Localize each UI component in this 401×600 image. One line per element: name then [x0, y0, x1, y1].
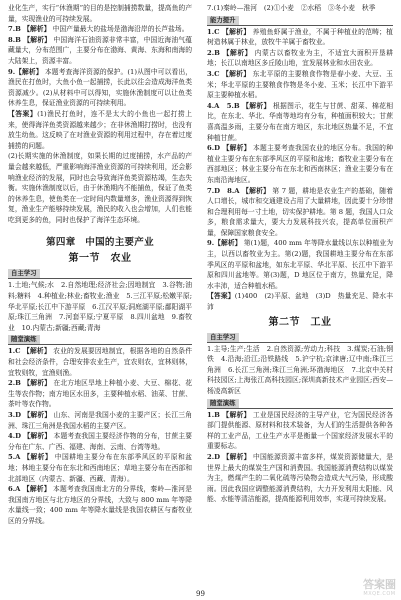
section-label — [207, 16, 393, 26]
answer-marker: 5.A — [8, 453, 21, 462]
answer-marker: 【解析】 — [21, 411, 52, 419]
answer-marker: 【答案】 — [207, 292, 235, 301]
text-run: 中国能源资源丰富多样，煤炭资源储量大，是世界上最大的煤炭生产国和消费国。我国能源消费结构以煤炭为主，燃煤产生的二氧化硫等污染物会造成大气污染，形成酸雨。因此我国应调整能源消费结构，大力开发利用太阳能、风能、水能等清洁能源，提高能源利用效率，实现可持续发展。 — [207, 452, 393, 504]
answer-item — [207, 344, 393, 397]
answer-marker: 4.D — [8, 432, 21, 441]
text-run: 随堂演练 — [8, 335, 40, 344]
left-column — [8, 3, 192, 527]
text-run: 内蒙古以畜牧业为主，不适宜大面积开垦耕地；长江以南地区多丘陵山地，宜发展林业和水田农业。 — [207, 48, 393, 68]
text-run: 1.土地;气候;水 2.自然地理;经济社会;因地制宜 3.谷物;油料;糖料 4.种植业;林业;畜牧业;渔业 5.三江平原;松嫩平原;华北平原;长江中下游平原 6.江汉平原;洞庭湖平原;鄱阳湖平原;珠江三角洲 7.河套平原;宁夏平原 8.四川盆地 9.畜牧业 10.内蒙古;新疆;西藏;青海 — [8, 281, 192, 332]
answer-marker: 【解析】 — [239, 186, 271, 195]
answer-marker: 4.A 5.B — [207, 101, 240, 110]
answer-marker: 【解析】 — [219, 410, 251, 419]
answer-marker: 1.B — [207, 410, 220, 419]
text-run: 东北平原的主要粮食作物是春小麦、大豆、玉米；华北平原的主要粮食作物是冬小麦、玉米；长江中下游平原主要种植水稻。 — [207, 69, 393, 100]
answer-marker: 7.D 8.A — [207, 186, 240, 195]
answer-item — [207, 143, 393, 185]
text-run: 第(1)题，400 mm 年等降水量线以东以种植业为主，以西以畜牧业为主。第(2)题，我国耕地主要分布在东部季风区的平原和盆地，如东北平原、华北平原、长江中下游平原和四川盆地等。第(3)题，D 地区位于南方，热量充足，降水丰沛，适合种植水稻。 — [207, 239, 393, 290]
text-run: 本题考查我国南北方的分界线，秦岭—淮河是我国南方地区与北方地区的分界线，大致与 800 mm 年等降水量线一致；400 mm 年等降水量线是我国农耕区与畜牧业区的分界线。 — [8, 485, 192, 525]
answer-item — [207, 186, 393, 239]
text-run: 随堂演练 — [207, 399, 239, 408]
answer-marker: 【解析】 — [214, 239, 242, 248]
answer-item — [8, 410, 192, 431]
text-run: 根据图示，花生与甘蔗、甜菜、棉花相比，在东北、华北、华南等地均有分布，种植面积较大；甘蔗喜高温多雨，主要分布在南方地区，东北地区热量不足，不宜种植甘蔗。 — [207, 101, 393, 142]
answer-marker: 【解析】 — [20, 347, 51, 356]
answer-item — [8, 24, 192, 35]
answer-marker: 【解析】 — [21, 432, 52, 441]
answer-marker: 【解析】 — [239, 101, 271, 110]
text-run: 山东、河南是我国小麦的主要产区；长江三角洲、珠江三角洲是我国水稻的主要产区。 — [8, 411, 192, 430]
text-run: 第一节 农业 — [68, 253, 132, 265]
answer-marker: 【解析】 — [15, 67, 43, 76]
text-run: 第四章 中国的主要产业 — [46, 237, 154, 249]
answer-marker: 【解析】 — [219, 48, 252, 57]
text-run: 中国产量最大的盐场是渤海沿岸的长芦盐场。 — [50, 25, 189, 34]
right-column — [207, 3, 393, 505]
answer-marker: 1.C — [207, 27, 220, 36]
answer-marker: 8.B — [8, 35, 21, 44]
section-title — [8, 252, 192, 265]
answer-item — [8, 109, 192, 151]
answer-marker: 6.A — [8, 485, 21, 494]
answer-item — [207, 27, 393, 48]
answer-item — [8, 3, 192, 24]
section-title — [207, 316, 393, 329]
answer-marker: 【解析】 — [20, 485, 51, 494]
answer-marker: 2.B — [8, 379, 21, 388]
text-run: (1)400 (2)平原、盆地 (3)D 热量充足、降水丰沛 — [207, 292, 393, 312]
text-run: 在北方地区旱地上种植小麦、大豆、棉花、花生等农作物；南方地区水田多，主要种植水稻、油菜、甘蔗、茶叶等农作物。 — [8, 379, 192, 409]
answer-item — [207, 48, 393, 69]
answer-marker: 【解析】 — [20, 25, 51, 34]
answer-marker: 6.D — [207, 144, 220, 153]
answer-item — [207, 410, 393, 452]
text-run: 业化生产，实行“休渔期”的目的是控制捕捞数量，提高鱼的产量，实现渔业的可持续发展。 — [8, 4, 192, 23]
text-run: 中国耕地主要分布在东部季风区的平原和盆地；林地主要分布在东北和西南地区；草地主要分布在西部和北部地区（内蒙古、新疆、西藏、青海）。 — [8, 453, 192, 483]
text-run: 能力提升 — [207, 16, 239, 25]
answer-item — [8, 151, 192, 225]
watermark-url: MXQE.COM — [363, 591, 396, 597]
text-run: 工业是国民经济的主导产业，它为国民经济各部门提供能源、原材料和技术装备，为人们的生活提供各种各样的工业产品，工业生产水平是衡量一个国家经济发展水平的重要标志。 — [207, 410, 393, 451]
chapter-title — [8, 236, 192, 249]
answer-marker: 1.C — [8, 347, 21, 356]
answer-item — [8, 346, 192, 378]
section-label — [207, 333, 393, 343]
answer-marker: 【解析】 — [20, 379, 52, 388]
answer-item — [8, 452, 192, 484]
answer-item — [207, 101, 393, 143]
text-run: 第 7 题，耕地是农业生产的基础，随着人口增长，城市和交通建设占用了大量耕地，因此要十分珍惜和合理利用每一寸土地，切实保护耕地。第 8 题，我国人口众多，粮食需求量大，要大力发展科技兴农，提高单位面积产量，保障国家粮食安全。 — [207, 186, 393, 237]
text-run: 养殖鱼虾属于渔业，不属于种植业的范畴；植树造林属于林业，放牧牛羊属于畜牧业。 — [207, 27, 393, 47]
text-run: 第二节 工业 — [268, 316, 332, 328]
answer-item — [207, 291, 393, 312]
text-run: 本题主要考查我国农业的地区分布。我国的种植业主要分布在东部季风区的平原和盆地；畜牧业主要分布在西部地区；林业主要分布在东北和西南林区；渔业主要分布在东南沿海地区。 — [207, 144, 393, 184]
answer-marker: 9. — [8, 67, 16, 76]
text-run: 自主学习 — [207, 333, 239, 342]
answer-item — [207, 238, 393, 291]
answer-marker: 【答案】 — [8, 109, 38, 118]
text-run: (1)渔民打鱼时，连不是太大的小鱼也一起打捞上来，使得海洋鱼类资源越来越少；在非休渔期打捞时，也没有放生幼鱼。这反映了在对渔业资源的利用过程中，存在着过度捕捞的问题。 — [8, 109, 192, 150]
answer-item — [207, 3, 393, 14]
section-label — [8, 335, 192, 345]
section-label — [207, 399, 393, 409]
text-run: 本题考查海洋资源的保护。(1)从图中可以看出，渔民在打鱼时，大鱼小鱼一起捕捞，长此以往会造成海洋鱼类资源减少。(2)从材料中可以得知，实施休渔制度可以让鱼类休养生息，保证渔业资源的可持续利用。 — [8, 67, 193, 108]
answer-item — [207, 69, 393, 101]
answer-marker: 2.B — [207, 48, 220, 57]
answer-marker: 【解析】 — [20, 35, 52, 44]
answer-item — [8, 431, 192, 452]
text-run: 1.主导;生产;生活 2.自然资源;劳动力;科技 3.煤炭;石油;钢铁 4.沿海;沿江;沿铁路线 5.沪宁杭;京津唐;辽中南;珠江三角洲 6.长江三角洲;珠江三角洲;环渤海地区 7.北京中关村科技园区;上海张江高科技园区;深圳高新技术产业园区;西安—杨凌高新区 — [207, 344, 393, 395]
text-run: 农业的发展要因地制宜，根据各地的自然条件和社会经济条件，合理安排农业生产，宜农则农，宜林则林，宜牧则牧，宜渔则渔。 — [8, 347, 192, 377]
answer-marker: 【解析】 — [219, 69, 251, 78]
answer-marker: 2.D — [207, 452, 220, 461]
answer-item — [8, 484, 192, 526]
answer-item — [8, 280, 192, 333]
answer-item — [8, 378, 192, 410]
answer-marker: 【解析】 — [219, 27, 251, 36]
answer-marker: 【解析】 — [220, 144, 251, 153]
section-label — [8, 269, 192, 279]
answer-marker: 3.D — [8, 411, 21, 419]
text-run: 本题考查我国主要经济作物的分布，甘蔗主要分布在广东、广西、福建、海南、云南、台湾等地。 — [8, 432, 192, 451]
page-number: 99 — [196, 590, 205, 598]
answer-item — [207, 452, 393, 505]
answer-marker: 9. — [207, 239, 215, 248]
watermark-text: 答案圈 — [363, 578, 396, 591]
answer-marker: 【解析】 — [220, 452, 251, 461]
answer-marker: 7.B — [8, 25, 21, 34]
text-run: (2)长期实施的休渔制度，如果长期的过度捕捞，水产品的产量会越来越低，严重影响海洋渔业资源的可持续利用，还会影响渔业经济的发展，同时也会导致海洋鱼类资源枯竭，生态失衡。实施休渔制度以后，由于休渔期内不能捕鱼，保证了鱼类的休养生息，使鱼类在一定时间内数量增多，渔业资源得到恢复，渔业生产能够持续发展，渔民的收入也会增加，人们也能吃到更多的鱼，同时也保护了海洋生态环境。 — [8, 152, 192, 224]
answer-marker: 【解析】 — [20, 453, 53, 462]
answer-item — [8, 67, 192, 109]
text-run: 自主学习 — [8, 269, 40, 278]
answer-marker: 3.C — [207, 69, 220, 78]
text-run: 7.(1)秦岭—淮河 (2)①小麦 ②水稻 ③冬小麦 秋季 — [207, 4, 376, 12]
answer-item — [8, 35, 192, 67]
text-run: 中国海洋石油资源非常丰富，中国近海油气蕴藏量大，分布范围广，主要分布在渤海、黄海、东海和南海的大陆架上，资源丰富。 — [8, 35, 192, 65]
